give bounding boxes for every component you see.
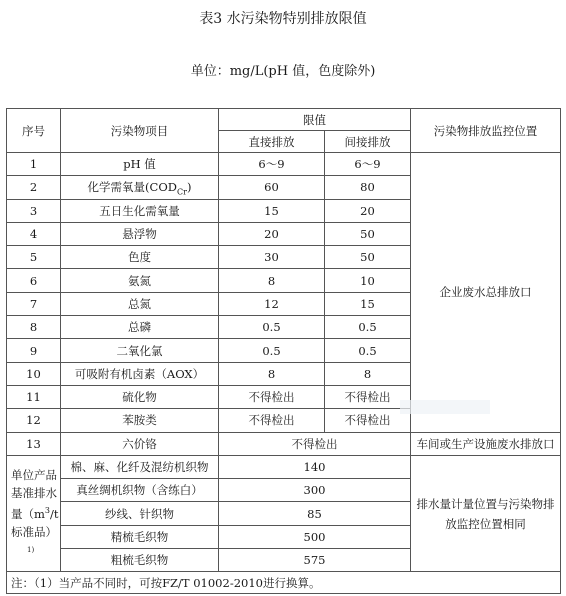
unit-item: 纱线、针织物 <box>61 502 219 525</box>
row-indirect: 80 <box>325 176 411 199</box>
row-direct: 20 <box>219 222 325 245</box>
location-main: 企业废水总排放口 <box>411 153 561 433</box>
table-title: 表3 水污染物特别排放限值 <box>199 11 367 27</box>
unit-label-note-sup: 1) <box>27 545 35 554</box>
row-direct: 8 <box>219 269 325 292</box>
row-direct: 60 <box>219 176 325 199</box>
unit-value: 300 <box>219 479 411 502</box>
row-no: 13 <box>7 432 61 455</box>
row-item-text: 化学需氧量(COD <box>87 179 177 194</box>
row-indirect: 不得检出 <box>325 385 411 408</box>
row-item <box>61 176 219 199</box>
unit-location <box>411 455 561 571</box>
unit-label-line3: 量（m <box>11 506 45 521</box>
row-no: 2 <box>7 176 61 199</box>
unit-section-label <box>7 455 61 571</box>
unit-item: 真丝绸机织物（含练白） <box>61 479 219 502</box>
row-item: 二氧化氯 <box>61 339 219 362</box>
row-direct: 不得检出 <box>219 409 325 432</box>
table-note: 注：（1）当产品不同时，可按FZ/T 01002-2010进行换算。 <box>7 572 561 594</box>
unit-caption: 单位：mg/L(pH 值，色度除外) <box>190 64 376 79</box>
row-value: 不得检出 <box>219 432 411 455</box>
row-indirect: 不得检出 <box>325 409 411 432</box>
row-location: 车间或生产设施废水排放口 <box>411 432 561 455</box>
unit-location-line2: 放监控位置相同 <box>445 516 526 531</box>
emission-limit-table <box>6 108 561 594</box>
row-direct: 0.5 <box>219 316 325 339</box>
row-indirect: 6～9 <box>325 153 411 176</box>
table-row <box>7 572 561 594</box>
unit-label-line3-end: /t <box>50 506 59 521</box>
row-no: 9 <box>7 339 61 362</box>
header-item: 污染物项目 <box>61 109 219 153</box>
unit-item: 精梳毛织物 <box>61 525 219 548</box>
row-indirect: 50 <box>325 222 411 245</box>
row-indirect: 20 <box>325 199 411 222</box>
row-indirect: 0.5 <box>325 316 411 339</box>
unit-label-sup: 3 <box>44 505 50 515</box>
unit-label-line2: 基准排水 <box>11 485 57 500</box>
row-no: 12 <box>7 409 61 432</box>
row-item: 五日生化需氧量 <box>61 199 219 222</box>
header-limit: 限值 <box>219 109 411 131</box>
table-row <box>7 153 561 176</box>
row-item: 氨氮 <box>61 269 219 292</box>
row-no: 7 <box>7 292 61 315</box>
row-indirect: 15 <box>325 292 411 315</box>
row-no: 5 <box>7 246 61 269</box>
table-row <box>7 455 561 478</box>
row-indirect: 0.5 <box>325 339 411 362</box>
unit-value: 575 <box>219 549 411 572</box>
row-direct: 0.5 <box>219 339 325 362</box>
header-indirect: 间接排放 <box>325 131 411 153</box>
unit-value: 500 <box>219 525 411 548</box>
row-direct: 8 <box>219 362 325 385</box>
row-no: 10 <box>7 362 61 385</box>
row-direct: 12 <box>219 292 325 315</box>
row-no: 3 <box>7 199 61 222</box>
row-item: 苯胺类 <box>61 409 219 432</box>
unit-item: 棉、麻、化纤及混纺机织物 <box>61 455 219 478</box>
row-item: 总氮 <box>61 292 219 315</box>
table-row <box>7 432 561 455</box>
row-no: 8 <box>7 316 61 339</box>
unit-label-line1: 单位产品 <box>11 467 57 482</box>
row-item: 色度 <box>61 246 219 269</box>
row-item: 六价铬 <box>61 432 219 455</box>
row-direct: 15 <box>219 199 325 222</box>
row-item: 总磷 <box>61 316 219 339</box>
row-no: 11 <box>7 385 61 408</box>
row-no: 6 <box>7 269 61 292</box>
watermark-blur <box>400 400 490 414</box>
row-item: 可吸附有机卤素（AOX） <box>61 362 219 385</box>
unit-value: 140 <box>219 455 411 478</box>
row-indirect: 10 <box>325 269 411 292</box>
row-item: 悬浮物 <box>61 222 219 245</box>
row-item-end: ) <box>186 179 192 194</box>
header-location: 污染物排放监控位置 <box>411 109 561 153</box>
row-indirect: 8 <box>325 362 411 385</box>
row-direct: 不得检出 <box>219 385 325 408</box>
row-item: pH 值 <box>61 153 219 176</box>
unit-value: 85 <box>219 502 411 525</box>
row-item-sub: Cr <box>176 187 187 197</box>
header-direct: 直接排放 <box>219 131 325 153</box>
row-direct: 6～9 <box>219 153 325 176</box>
row-indirect: 50 <box>325 246 411 269</box>
header-no: 序号 <box>7 109 61 153</box>
row-direct: 30 <box>219 246 325 269</box>
unit-location-line1: 排水量计量位置与污染物排 <box>416 496 555 511</box>
row-no: 4 <box>7 222 61 245</box>
row-no: 1 <box>7 153 61 176</box>
unit-item: 粗梳毛织物 <box>61 549 219 572</box>
row-item: 硫化物 <box>61 385 219 408</box>
unit-label-line4: 标准品） <box>11 524 57 539</box>
